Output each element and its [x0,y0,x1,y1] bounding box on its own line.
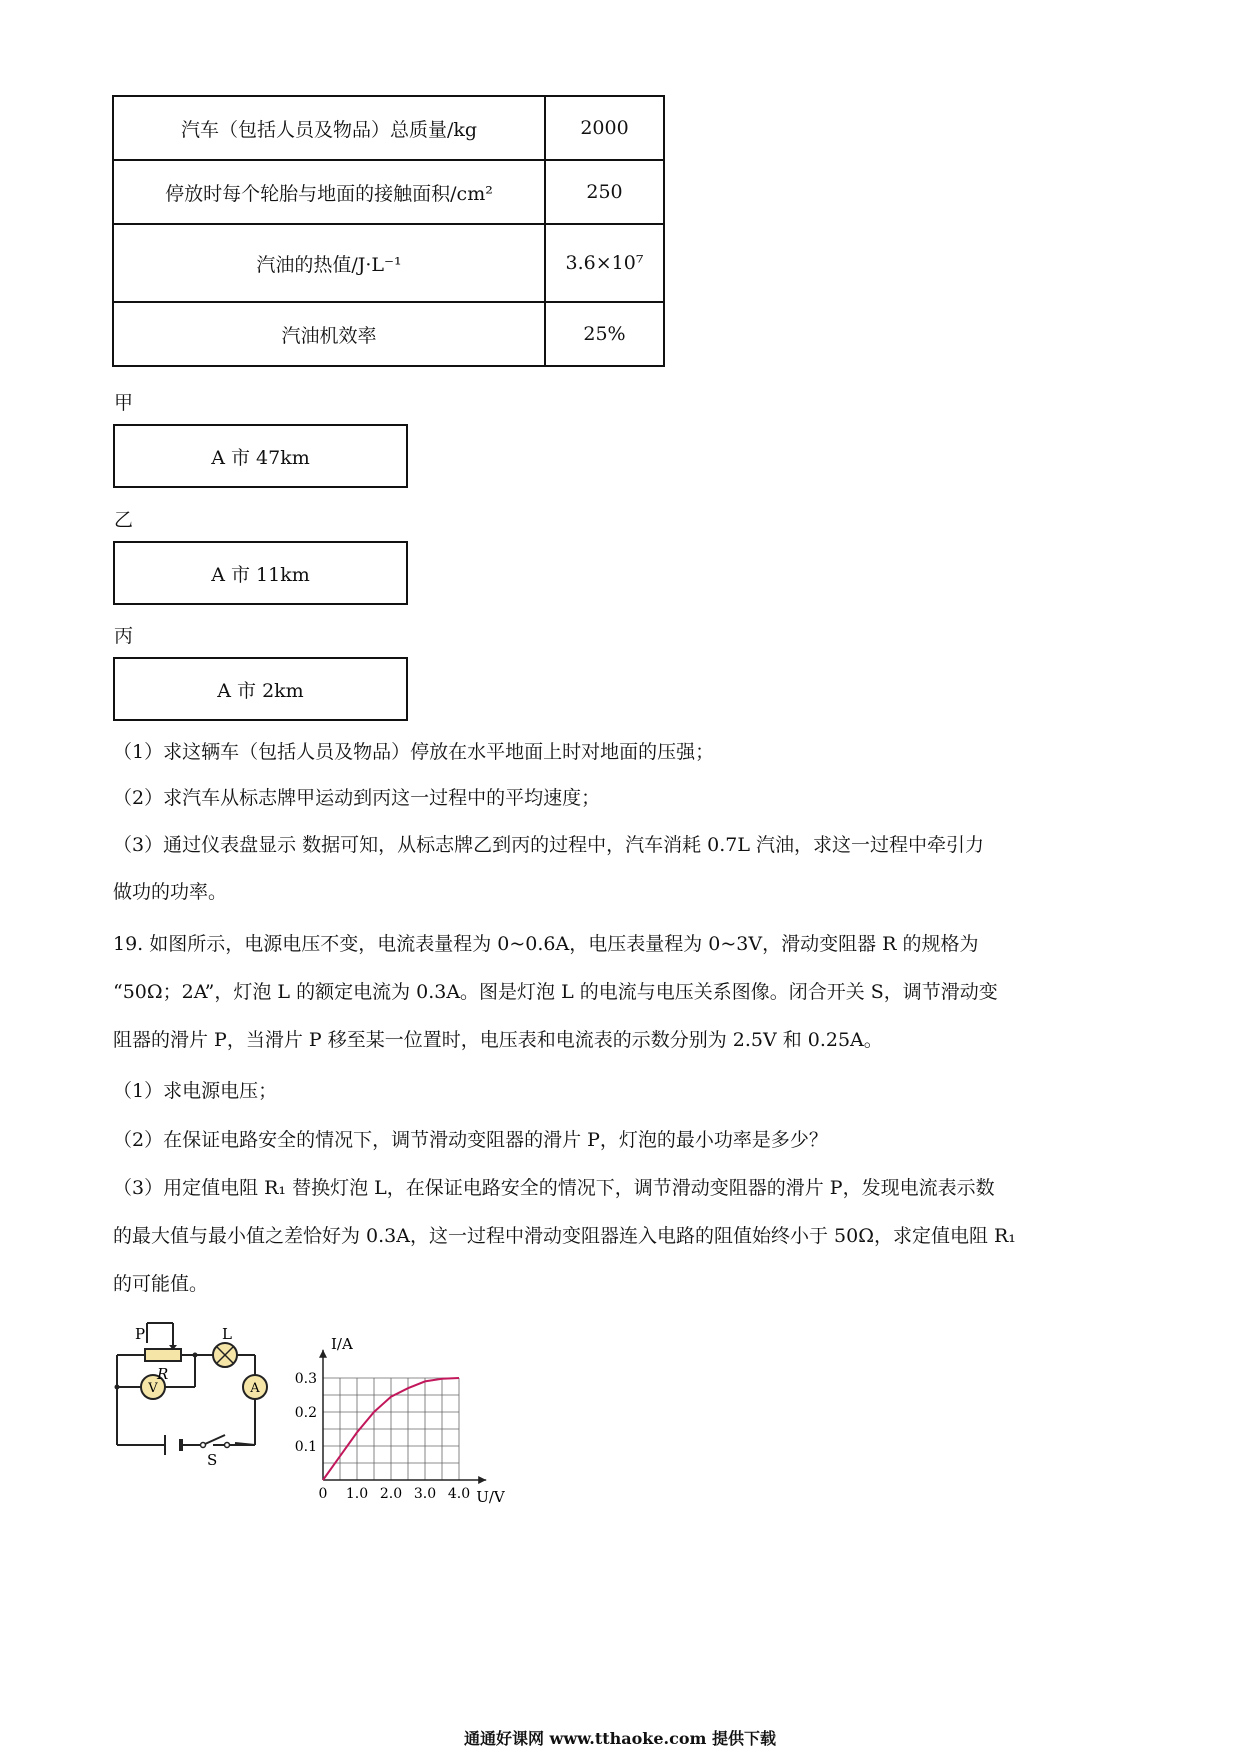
table-cell-label: 汽油机效率 [113,302,545,366]
table-cell-label: 停放时每个轮胎与地面的接触面积/cm² [113,160,545,224]
page-footer: 通通好课网 www.tthaoke.com 提供下载 [463,1729,777,1748]
table-row [113,224,664,302]
label-r: R [157,1365,169,1383]
sign-caption-bing: 丙 [114,625,134,647]
table-cell-value: 250 [545,160,664,224]
label-l: L [222,1325,232,1343]
q19-part-3-end: 的可能值。 [113,1273,209,1295]
label-p: P [135,1325,146,1343]
table-cell-value: 25% [545,302,664,366]
chart-y-axis-label: I/A [331,1335,353,1353]
chart-x-tick-label: 4.0 [447,1486,471,1502]
table-row [113,302,664,366]
table-cell-value: 2000 [545,96,664,160]
q18-part-3: （3）通过仪表盘显示 数据可知，从标志牌乙到丙的过程中，汽车消耗 0.7L 汽油，求这一过程中牵引力 [113,834,985,856]
q19-intro-line-3: 阻器的滑片 P，当滑片 P 移至某一位置时，电压表和电流表的示数分别为 2.5V 和 0.25A。 [113,1029,883,1051]
spec-table [112,95,665,367]
sign-caption-yi: 乙 [114,509,134,531]
chart-x-tick-label: 2.0 [379,1486,403,1502]
table-cell-label: 汽车（包括人员及物品）总质量/kg [113,96,545,160]
chart-y-tick-label: 0.3 [294,1371,317,1387]
rheostat-symbol [145,1349,181,1361]
label-s: S [207,1451,218,1465]
chart-x-arrow [478,1476,486,1484]
table-row [113,96,664,160]
road-sign-bing: A 市 2km [113,657,408,721]
chart-y-tick-label: 0.2 [294,1405,317,1421]
label-v: V [148,1381,158,1396]
q19-part-3: （3）用定值电阻 R₁ 替换灯泡 L，在保证电路安全的情况下，调节滑动变阻器的滑片 P，发现电流表示数 [113,1177,995,1199]
q19-intro-line-2: “50Ω；2A”，灯泡 L 的额定电流为 0.3A。图是灯泡 L 的电流与电压关系图像。闭合开关 S，调节滑动变 [113,981,998,1003]
q19-part-1: （1）求电源电压； [113,1080,278,1102]
q19-part-2: （2）在保证电路安全的情况下，调节滑动变阻器的滑片 P，灯泡的最小功率是多少？ [113,1129,828,1151]
q18-part-2: （2）求汽车从标志牌甲运动到丙这一过程中的平均速度； [113,787,601,809]
q19-intro-line-1: 19. 如图所示，电源电压不变，电流表量程为 0~0.6A，电压表量程为 0~3V，滑动变阻器 R 的规格为 [113,933,979,955]
circuit-diagram [105,1315,285,1465]
chart-y-arrow [319,1350,327,1358]
table-row [113,160,664,224]
q18-part-1: （1）求这辆车（包括人员及物品）停放在水平地面上时对地面的压强； [113,741,715,763]
table-cell-value: 3.6×10⁷ [545,224,664,302]
sign-caption-jia: 甲 [114,392,134,414]
q19-part-3-cont: 的最大值与最小值之差恰好为 0.3A，这一过程中滑动变阻器连入电路的阻值始终小于 50Ω，求定值电阻 R₁ [113,1225,1016,1247]
chart-grid [323,1378,459,1480]
q18-part-3-cont: 做功的功率。 [113,881,228,903]
chart-axes [319,1350,486,1484]
chart-y-tick-label: 0.1 [294,1439,317,1455]
chart-x-axis-label: U/V [476,1488,505,1505]
label-a: A [250,1381,260,1396]
table-cell-label: 汽油的热值/J·L⁻¹ [113,224,545,302]
chart-x-tick-label: 3.0 [413,1486,437,1502]
road-sign-yi: A 市 11km [113,541,408,605]
road-sign-jia: A 市 47km [113,424,408,488]
chart-x-tick-label: 1.0 [345,1486,369,1502]
iu-chart [285,1335,525,1505]
chart-x-tick-label: 0 [318,1486,328,1502]
chart-ticks [295,1371,470,1502]
